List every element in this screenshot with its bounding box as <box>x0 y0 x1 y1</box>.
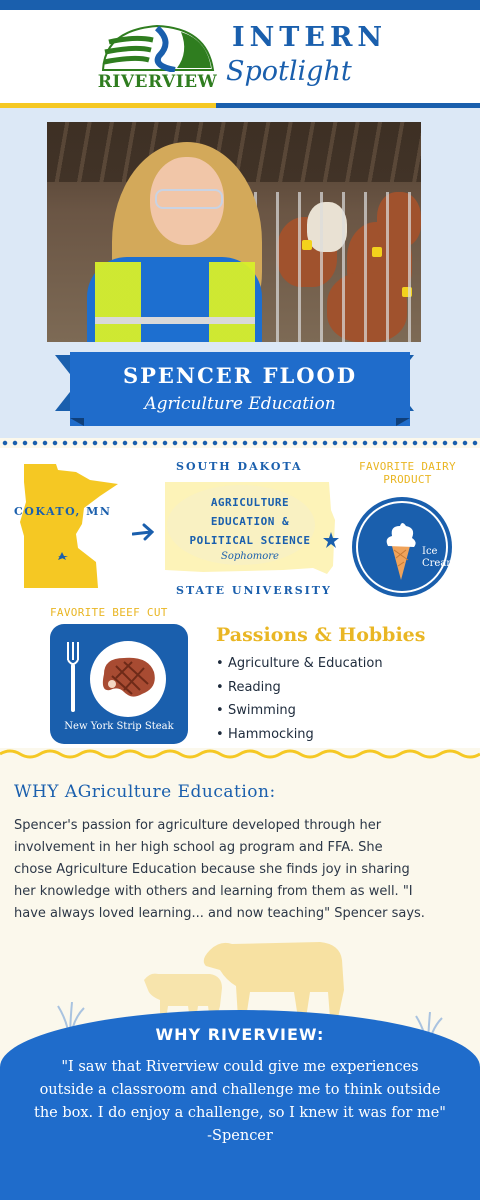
paragraph-line: have always loved learning... and now teaching" Spencer says. <box>14 906 425 921</box>
why-ag-text <box>14 815 469 925</box>
school-name-bottom: STATE UNIVERSITY <box>176 584 332 597</box>
safety-glasses <box>155 189 223 209</box>
arrow-right-icon <box>132 522 154 542</box>
intern-name: SPENCER FLOOD <box>122 363 358 388</box>
favorite-dairy-answer <box>422 546 468 570</box>
intern-major: Agriculture Education <box>144 394 336 414</box>
fork-icon <box>66 642 80 712</box>
degree-line: AGRICULTURE <box>210 496 290 509</box>
banner-fold-right <box>396 418 410 426</box>
title-intern: INTERN <box>232 22 388 53</box>
steak-icon <box>98 654 158 702</box>
quote-line: -Spencer <box>207 1128 273 1144</box>
list-item: • Swimming <box>216 701 383 725</box>
school-name-top: SOUTH DAKOTA <box>176 460 303 473</box>
riverview-logo <box>95 22 220 94</box>
paragraph-line: her knowledge with others and learning from them as well. "I <box>14 884 413 899</box>
dairy-title-line: FAVORITE DAIRY <box>359 460 456 473</box>
dairy-answer-line: Cream <box>422 558 456 569</box>
quote-line: "I saw that Riverview could give me experiences <box>61 1059 419 1075</box>
why-riverview-title: WHY RIVERVIEW: <box>155 1025 325 1044</box>
degree-line: POLITICAL SCIENCE <box>189 534 311 547</box>
cow-silhouette-icon <box>140 930 350 1020</box>
passions-list <box>216 654 383 748</box>
paragraph-line: involvement in her high school ag program and FFA. She <box>14 840 383 855</box>
paragraph-line: chose Agriculture Education because she finds joy in sharing <box>14 862 410 877</box>
school-year: Sophomore <box>221 551 279 562</box>
intern-photo <box>47 122 421 342</box>
quote-line: outside a classroom and challenge me to think outside <box>39 1082 441 1098</box>
list-item: • Agriculture & Education <box>216 654 383 678</box>
list-item: • Reading <box>216 678 383 702</box>
intern-quote <box>15 1056 465 1148</box>
dotted-divider <box>0 440 480 446</box>
hometown-label: COKATO, MN <box>14 505 112 518</box>
quote-line: the box. I do enjoy a challenge, so I knew it was for me" <box>34 1105 446 1121</box>
title-spotlight: Spotlight <box>226 56 352 87</box>
top-bar <box>0 0 480 10</box>
ice-cream-icon <box>384 520 418 582</box>
logo-text: RIVERVIEW <box>97 72 218 92</box>
favorite-dairy-title <box>340 460 475 486</box>
minnesota-map-icon <box>18 462 126 590</box>
list-item: • Hammocking <box>216 725 383 749</box>
safety-vest <box>95 262 255 342</box>
banner-fold-left <box>70 418 84 426</box>
passions-title: Passions & Hobbies <box>216 624 426 646</box>
dairy-title-line: PRODUCT <box>383 473 432 486</box>
why-ag-title: WHY AGriculture Education: <box>14 782 276 802</box>
favorite-beef-title: FAVORITE BEEF CUT <box>50 606 168 619</box>
wave-divider <box>0 748 480 760</box>
vest-reflective-stripe <box>95 317 255 324</box>
paragraph-line: Spencer's passion for agriculture developed through her <box>14 818 382 833</box>
degree-line: EDUCATION & <box>210 515 290 528</box>
favorite-beef-answer: New York Strip Steak <box>64 721 174 732</box>
dairy-answer-line: Ice <box>422 546 438 557</box>
degree-text <box>176 493 324 550</box>
